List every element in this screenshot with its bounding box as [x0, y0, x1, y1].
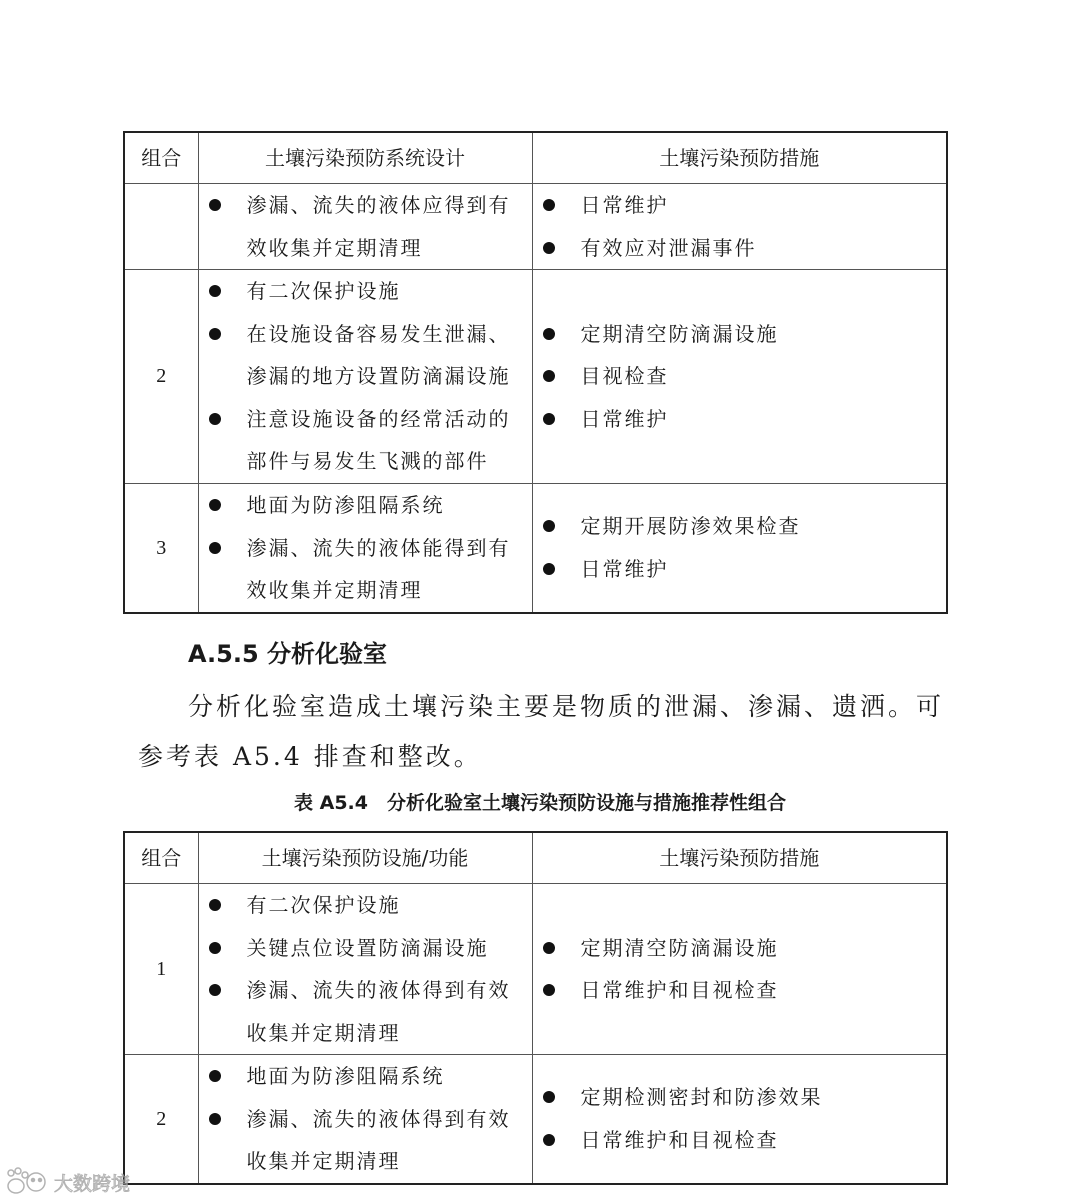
bullet-icon [209, 1070, 221, 1082]
header-facilities: 土壤污染预防设施/功能 [198, 832, 532, 884]
bullet-icon [543, 413, 555, 425]
list-item: 日常维护 [533, 548, 939, 591]
paw-logo-icon [6, 1167, 50, 1197]
table-row [124, 270, 947, 484]
section-title: A.5.5 分析化验室 [188, 640, 388, 668]
design-cell [198, 884, 532, 1055]
list-item: 渗漏、流失的液体得到有效收集并定期清理 [199, 1098, 524, 1183]
prevention-table-continued [123, 131, 948, 614]
lab-prevention-table [123, 831, 948, 1185]
watermark [6, 1166, 130, 1198]
watermark-text: 大数跨境 [54, 1172, 131, 1195]
list-item: 目视检查 [533, 355, 939, 398]
bullet-icon [543, 942, 555, 954]
list-item: 定期开展防渗效果检查 [533, 505, 939, 548]
design-cell [198, 270, 532, 484]
header-measures: 土壤污染预防措施 [532, 132, 947, 184]
bullet-icon [543, 199, 555, 211]
list-item: 日常维护和目视检查 [533, 969, 939, 1012]
list-item: 有二次保护设施 [199, 270, 524, 313]
group-number: 2 [124, 1055, 198, 1184]
list-item: 渗漏、流失的液体应得到有效收集并定期清理 [199, 184, 524, 269]
list-item: 注意设施设备的经常活动的部件与易发生飞溅的部件 [199, 398, 524, 483]
bullet-icon [543, 563, 555, 575]
table-row [124, 484, 947, 613]
bullet-icon [209, 942, 221, 954]
bullet-icon [209, 285, 221, 297]
table-row [124, 884, 947, 1055]
list-item: 有效应对泄漏事件 [533, 227, 939, 270]
measures-cell [532, 184, 947, 270]
bullet-icon [209, 199, 221, 211]
list-item: 定期检测密封和防渗效果 [533, 1076, 939, 1119]
measures-cell [532, 884, 947, 1055]
design-cell [198, 184, 532, 270]
group-number [124, 184, 198, 270]
list-item: 地面为防渗阻隔系统 [199, 1055, 524, 1098]
group-number: 3 [124, 484, 198, 613]
bullet-icon [543, 242, 555, 254]
table-header-row [124, 832, 947, 884]
measures-cell [532, 270, 947, 484]
list-item: 有二次保护设施 [199, 884, 524, 927]
list-item: 日常维护 [533, 398, 939, 441]
bullet-icon [543, 984, 555, 996]
bullet-icon [209, 542, 221, 554]
bullet-icon [543, 1134, 555, 1146]
list-item: 关键点位设置防滴漏设施 [199, 927, 524, 970]
list-item: 渗漏、流失的液体得到有效收集并定期清理 [199, 969, 524, 1054]
bullet-icon [543, 1091, 555, 1103]
measures-cell [532, 1055, 947, 1184]
group-number: 1 [124, 884, 198, 1055]
table-header-row [124, 132, 947, 184]
header-group: 组合 [124, 832, 198, 884]
table-row [124, 1055, 947, 1184]
list-item: 日常维护和目视检查 [533, 1119, 939, 1162]
table-row [124, 184, 947, 270]
bullet-icon [209, 1113, 221, 1125]
bullet-icon [543, 520, 555, 532]
list-item: 定期清空防滴漏设施 [533, 927, 939, 970]
design-cell [198, 484, 532, 613]
bullet-icon [543, 328, 555, 340]
bullet-icon [209, 899, 221, 911]
section-paragraph: 分析化验室造成土壤污染主要是物质的泄漏、渗漏、遗洒。可参考表 A5.4 排查和整改。 [138, 692, 945, 771]
table-caption: 表 A5.4 分析化验室土壤污染预防设施与措施推荐性组合 [294, 792, 786, 814]
bullet-icon [209, 328, 221, 340]
bullet-icon [543, 370, 555, 382]
bullet-icon [209, 499, 221, 511]
list-item: 定期清空防滴漏设施 [533, 313, 939, 356]
header-system-design: 土壤污染预防系统设计 [198, 132, 532, 184]
header-measures: 土壤污染预防措施 [532, 832, 947, 884]
group-number: 2 [124, 270, 198, 484]
bullet-icon [209, 984, 221, 996]
list-item: 日常维护 [533, 184, 939, 227]
design-cell [198, 1055, 532, 1184]
list-item: 地面为防渗阻隔系统 [199, 484, 524, 527]
list-item: 在设施设备容易发生泄漏、渗漏的地方设置防滴漏设施 [199, 313, 524, 398]
bullet-icon [209, 413, 221, 425]
measures-cell [532, 484, 947, 613]
list-item: 渗漏、流失的液体能得到有效收集并定期清理 [199, 527, 524, 612]
header-group: 组合 [124, 132, 198, 184]
